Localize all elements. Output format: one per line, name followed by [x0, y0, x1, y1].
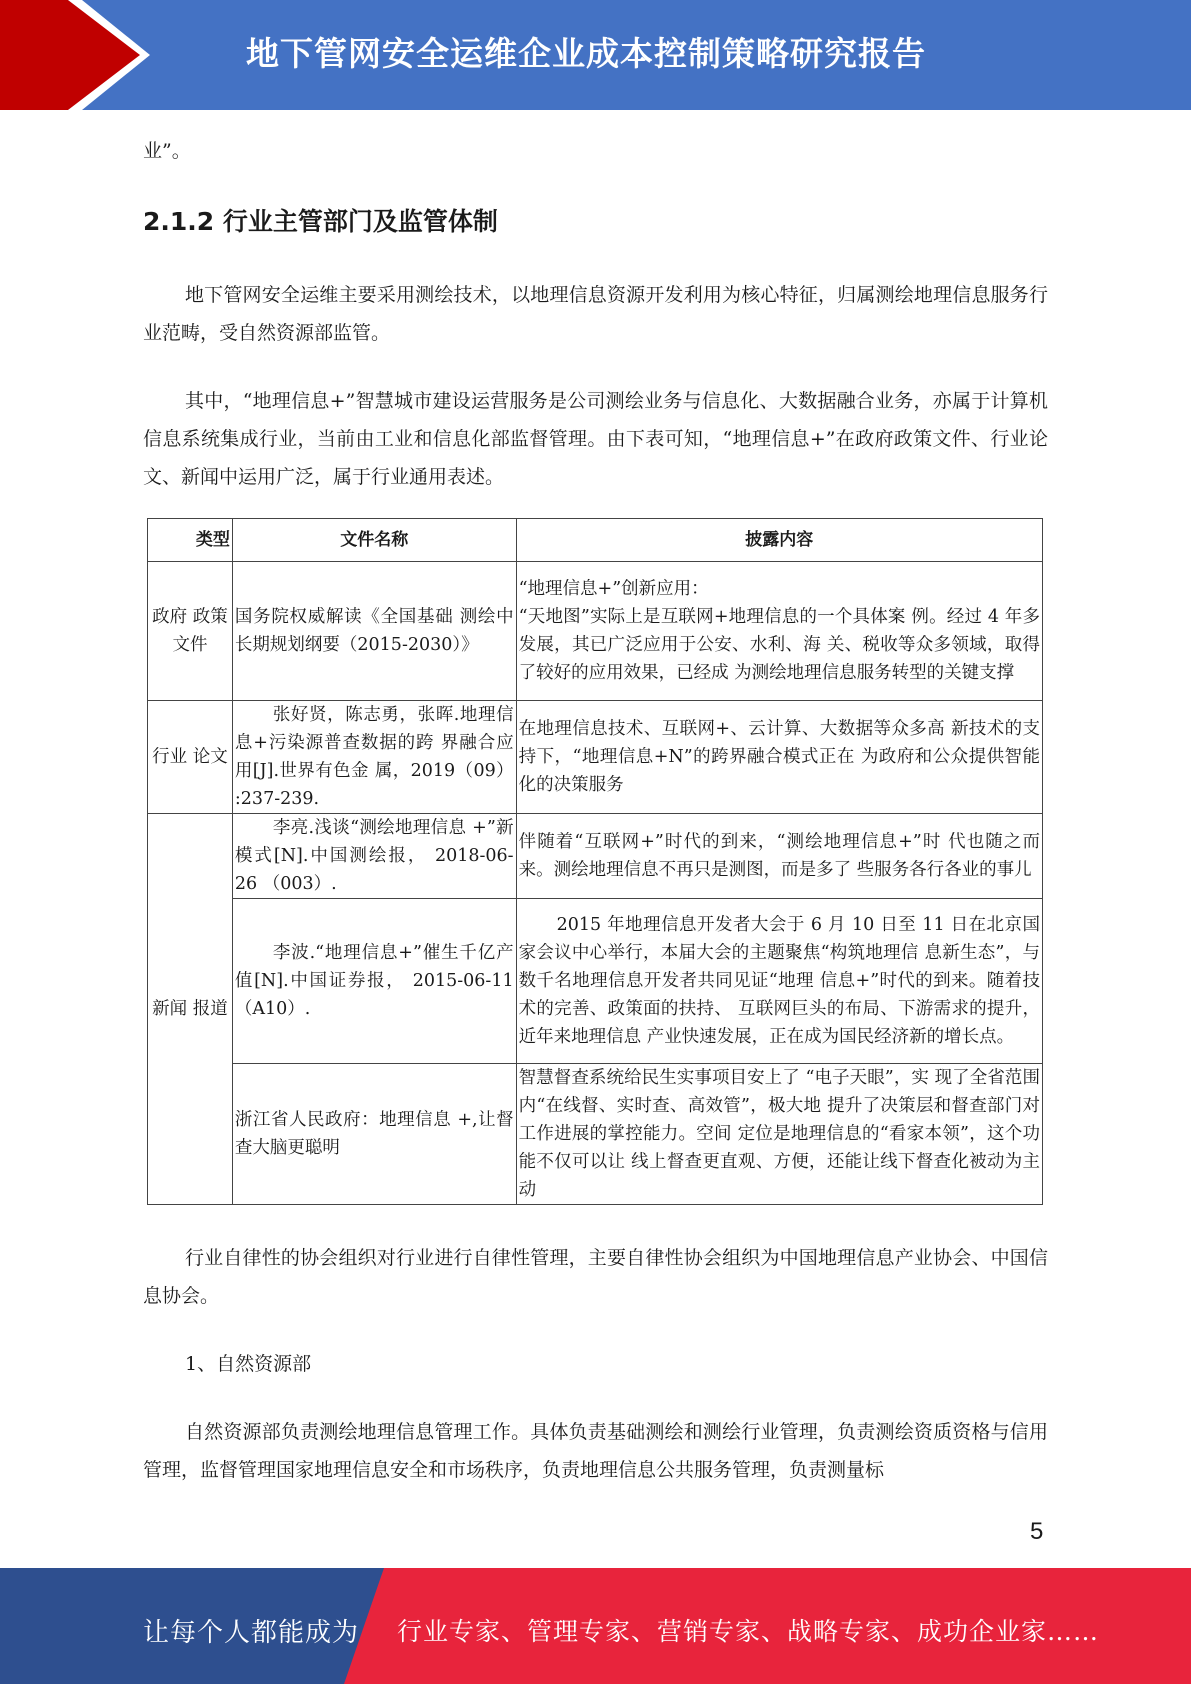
table-row — [148, 814, 1043, 899]
table-header-row — [148, 519, 1043, 562]
page-footer — [0, 1568, 1191, 1684]
table-row — [148, 1064, 1043, 1205]
paragraph: 自然资源部负责测绘地理信息管理工作。具体负责基础测绘和测绘行业管理，负责测绘资质资格与信用管理，监督管理国家地理信息安全和市场秩序，负责地理信息公共服务管理，负责测量标 — [143, 1421, 1048, 1481]
page-body — [143, 132, 1048, 1489]
content-line: “地理信息+”创新应用： — [518, 579, 709, 599]
table-cell-name: 浙江省人民政府：地理信息 +,让督查大脑更聪明 — [232, 1064, 516, 1205]
section-heading: 2.1.2 行业主管部门及监管体制 — [143, 207, 498, 236]
list-item-heading: 1、自然资源部 — [185, 1353, 312, 1375]
table-cell-type: 行业 论文 — [148, 701, 233, 814]
table-row — [148, 701, 1043, 814]
column-header: 披露内容 — [516, 519, 1042, 562]
table-cell-name: 李波.“地理信息+”催生千亿产值[N].中国证券报， 2015-06-11（A10）. — [232, 899, 516, 1064]
table-cell-name: 张好贤，陈志勇，张晖.地理信息+污染源普查数据的跨 界融合应用[J].世界有色金 属，2019（09） :237-239. — [232, 701, 516, 814]
carry-over-text: 业”。 — [143, 140, 191, 162]
content-line: “天地图”实际上是互联网+地理信息的一个具体案 例。经过 4 年多发展，其已广泛应用于公安、水利、海 关、税收等众多领域，取得了较好的应用效果，已经成 为测绘地理信息服务转型的关键支撑 — [518, 607, 1040, 683]
table-cell-content: 在地理信息技术、互联网+、云计算、大数据等众多高 新技术的支持下，“地理信息+N”的跨界融合模式正在 为政府和公众提供智能化的决策服务 — [516, 701, 1042, 814]
column-header: 文件名称 — [232, 519, 516, 562]
page-header — [0, 0, 1191, 110]
paragraph: 行业自律性的协会组织对行业进行自律性管理，主要自律性协会组织为中国地理信息产业协会、中国信息协会。 — [143, 1247, 1048, 1307]
table-cell-content: 2015 年地理信息开发者大会于 6 月 10 日至 11 日在北京国家会议中心举行，本届大会的主题聚焦“构筑地理信 息新生态”，与数千名地理信息开发者共同见证“地理 信息+”时代的到来。随着技术的完善、政策面的扶持、 互联网巨头的布局、下游需求的提升，近年来地理信息 产业快速发展，正在成为国民经济新的增长点。 — [516, 899, 1042, 1064]
table-cell-name: 国务院权威解读《全国基础 测绘中长期规划纲要（2015-2030）》 — [232, 562, 516, 701]
red-chevron-icon — [0, 0, 150, 110]
footer-slogan-right: 行业专家、管理专家、营销专家、战略专家、成功企业家…… — [397, 1617, 1100, 1646]
table-row — [148, 562, 1043, 701]
table-row — [148, 899, 1043, 1064]
column-header: 类型 — [148, 519, 233, 562]
table-cell-name: 李亮.浅谈“测绘地理信息 +”新模式[N].中国测绘报， 2018-06-26 （003）. — [232, 814, 516, 899]
table-cell-content: 伴随着“互联网+”时代的到来，“测绘地理信息+”时 代也随之而来。测绘地理信息不再只是测图，而是多了 些服务各行各业的事儿 — [516, 814, 1042, 899]
paragraph: 其中，“地理信息+”智慧城市建设运营服务是公司测绘业务与信息化、大数据融合业务，亦属于计算机信息系统集成行业，当前由工业和信息化部监督管理。由下表可知，“地理信息+”在政府政策文件、行业论文、新闻中运用广泛，属于行业通用表述。 — [143, 390, 1048, 488]
table-cell-content: 智慧督查系统给民生实事项目安上了 “电子天眼”，实 现了全省范围内“在线督、实时查、高效管”，极大地 提升了决策层和督查部门对工作进展的掌控能力。空间 定位是地理信息的“看家本领”，这个功能不仅可以让 线上督查更直观、方便，还能让线下督查化被动为主动 — [516, 1064, 1042, 1205]
footer-slogan-left: 让每个人都能成为 — [143, 1618, 360, 1648]
source-table — [147, 518, 1043, 1205]
table-cell-type: 新闻 报道 — [148, 814, 233, 1205]
paragraph: 地下管网安全运维主要采用测绘技术，以地理信息资源开发利用为核心特征，归属测绘地理信息服务行业范畴，受自然资源部监管。 — [143, 284, 1048, 344]
page-number: 5 — [1030, 1518, 1044, 1545]
table-cell-type: 政府 政策 文件 — [148, 562, 233, 701]
report-title: 地下管网安全运维企业成本控制策略研究报告 — [246, 34, 926, 73]
table-cell-content — [516, 562, 1042, 701]
